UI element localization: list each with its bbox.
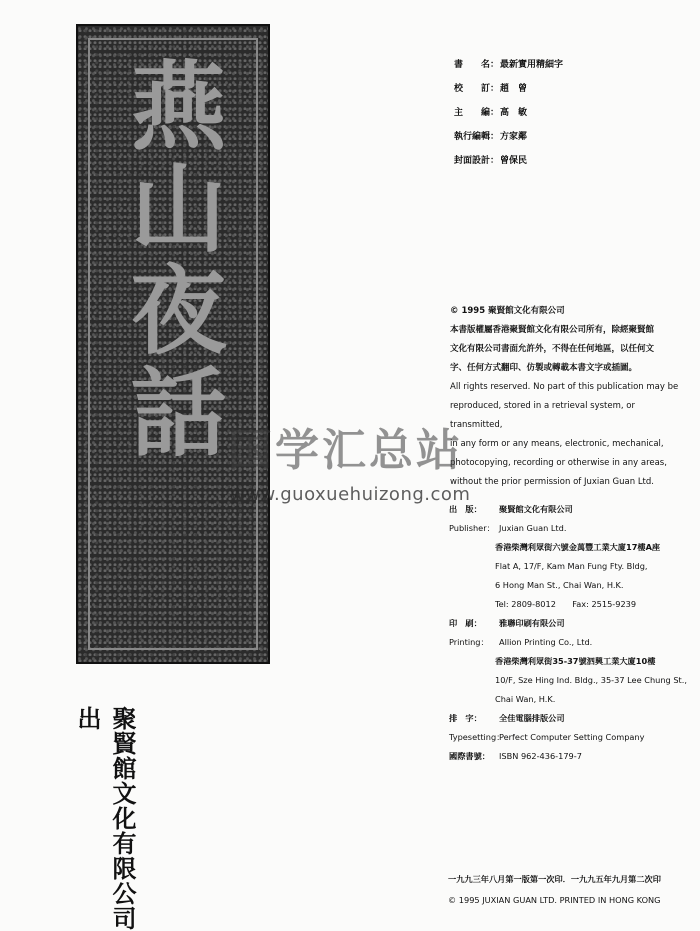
- printer-en-row: [449, 633, 693, 652]
- credit-value: 曾保民: [500, 156, 528, 166]
- credit-row: [454, 125, 563, 149]
- site-watermark: 国学汇总站: [228, 425, 463, 476]
- printer-label-en: Printing：: [449, 637, 489, 647]
- isbn-row: [449, 747, 693, 766]
- printer-zh-row: [449, 614, 693, 633]
- publisher-label-zh: 出 版：: [449, 504, 482, 514]
- typesetting-label-en: Typesetting：: [449, 732, 505, 742]
- credit-label: 封面設計：: [454, 156, 500, 166]
- printed-in-notice: © 1995 JUXIAN GUAN LTD. PRINTED IN HONG KONG: [448, 895, 661, 905]
- typesetting-name-en: Perfect Computer Setting Company: [499, 732, 645, 742]
- printer-address-en: Chai Wan, H.K.: [495, 694, 556, 704]
- copyright-block: [450, 302, 686, 492]
- printer-address-en: 10/F, Sze Hing Ind. Bldg., 35-37 Lee Chung St.,: [495, 675, 687, 685]
- isbn-label: 國際書號：: [449, 751, 490, 761]
- copyright-zh-line: 本書版權屬香港聚賢館文化有限公司所有，除經聚賢館: [450, 325, 655, 335]
- typesetting-zh-row: [449, 709, 693, 728]
- credit-label: 執行編輯：: [454, 132, 500, 142]
- publisher-vertical-text: 聚賢館文化有限公司出: [73, 706, 137, 931]
- publisher-tel-fax: Tel: 2809-8012 Fax: 2515-9239: [495, 599, 637, 609]
- edition-footer: [448, 869, 694, 911]
- isbn-value: ISBN 962-436-179-7: [499, 751, 582, 761]
- typesetting-name-zh: 全佳電腦排版公司: [499, 713, 565, 723]
- publisher-address-en: Flat A, 17/F, Kam Man Fung Fty. Bldg,: [495, 561, 648, 571]
- copyright-en-line: All rights reserved. No part of this publication may be: [450, 382, 679, 392]
- credit-label: 書 名：: [454, 60, 500, 70]
- copyright-zh-line: 字、任何方式翻印、仿製或轉載本書文字或插圖。: [450, 363, 638, 373]
- site-watermark-url: www.guoxuehuizong.com: [230, 484, 471, 505]
- printer-address-zh: 香港柴灣利眾街35-37號泗興工業大廈10樓: [495, 656, 656, 666]
- credit-value: 方家鄰: [500, 132, 528, 142]
- publisher-en-row: [449, 519, 693, 538]
- credit-label: 主 編：: [454, 108, 500, 118]
- credit-label: 校 訂：: [454, 84, 500, 94]
- credit-row: [454, 101, 563, 125]
- copyright-zh-line: 文化有限公司書面允許外，不得在任何地區，以任何文: [450, 344, 655, 354]
- publisher-name-en: Juxian Guan Ltd.: [499, 523, 567, 533]
- credit-row: [454, 149, 563, 173]
- publisher-name-zh: 聚賢館文化有限公司: [499, 504, 573, 514]
- copyright-en-line: photocopying, recording or otherwise in any areas,: [450, 458, 667, 468]
- publisher-label-en: Publisher：: [449, 523, 495, 533]
- copyright-notice: © 1995 聚賢館文化有限公司: [450, 306, 565, 316]
- credit-value: 高 敏: [500, 108, 528, 118]
- book-cover-image: [76, 24, 270, 664]
- credit-row: [454, 77, 563, 101]
- typesetting-label-zh: 排 字：: [449, 713, 482, 723]
- credit-value: 趙 曾: [500, 84, 528, 94]
- printer-name-en: Allion Printing Co., Ltd.: [499, 637, 593, 647]
- copyright-en-line: reproduced, stored in a retrieval system, or transmitted,: [450, 401, 635, 430]
- publisher-address-en: 6 Hong Man St., Chai Wan, H.K.: [495, 580, 624, 590]
- publication-info: [449, 500, 693, 766]
- credit-row: [454, 53, 563, 77]
- publisher-zh-row: [449, 500, 693, 519]
- cover-title: 燕山夜話: [115, 56, 228, 464]
- printer-name-zh: 雅聯印刷有限公司: [499, 618, 565, 628]
- credit-value: 最新實用精細字: [500, 60, 564, 70]
- typesetting-en-row: [449, 728, 693, 747]
- credits-block: [454, 53, 563, 173]
- publisher-address-zh: 香港柴灣利眾街六號金萬豐工業大廈17樓A座: [495, 542, 661, 552]
- copyright-en-line: in any form or any means, electronic, mechanical,: [450, 439, 664, 449]
- edition-history: 一九九三年八月第一版第一次印．一九九五年九月第二次印: [448, 874, 661, 884]
- printer-label-zh: 印 刷：: [449, 618, 482, 628]
- copyright-en-line: without the prior permission of Juxian Guan Ltd.: [450, 477, 654, 487]
